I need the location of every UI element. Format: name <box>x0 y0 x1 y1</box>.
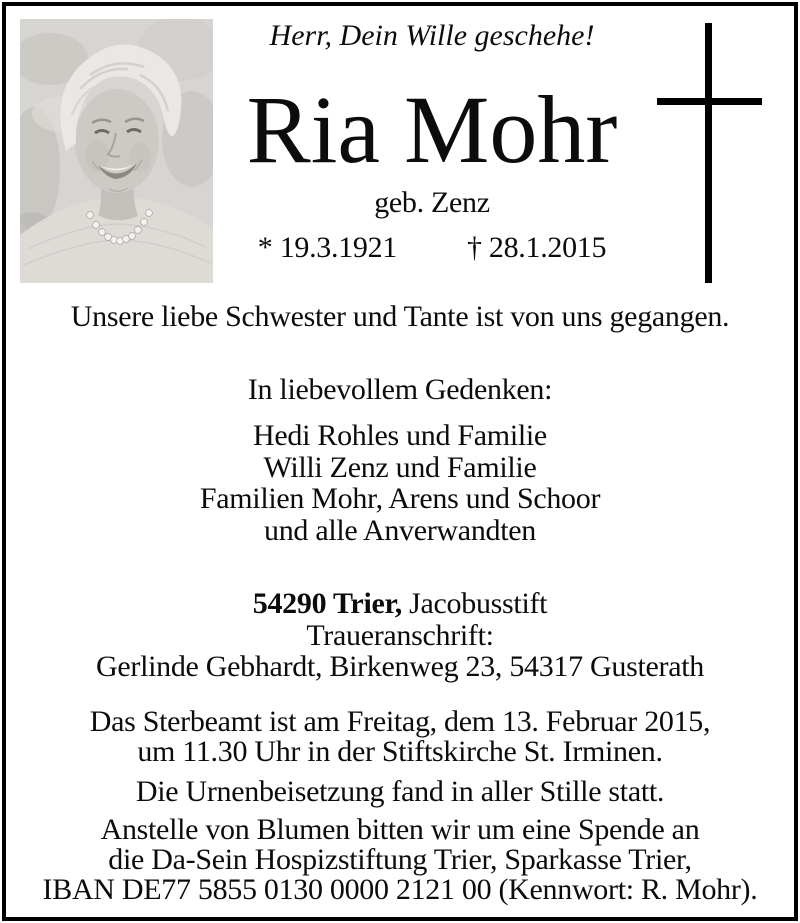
burial-note: Die Urnenbeisetzung fand in aller Stille statt. <box>135 775 665 808</box>
remembrance-heading: In liebevollem Gedenken: <box>247 373 553 406</box>
mourner-line: Familien Mohr, Arens und Schoor <box>199 482 601 515</box>
announcement-line: Unsere liebe Schwester und Tante ist von uns gegangen. <box>70 300 730 333</box>
life-dates <box>215 233 649 263</box>
condolence-label: Traueranschrift: <box>306 618 494 652</box>
mourner-line: Willi Zenz und Familie <box>263 450 537 484</box>
service-line: Das Sterbeamt ist am Freitag, dem 13. Februar 2015, <box>89 705 711 738</box>
donation-line: IBAN DE77 5855 0130 0000 2121 00 (Kennwort: R. Mohr). <box>42 873 758 906</box>
religious-quote: Herr, Dein Wille geschehe! <box>269 19 595 52</box>
death-date: † 28.1.2015 <box>467 231 607 264</box>
portrait-photo-icon <box>20 19 213 283</box>
cross-horizontal-bar <box>657 98 762 105</box>
mourner-line: Hedi Rohles und Familie <box>253 419 547 452</box>
service-block <box>0 707 800 767</box>
mourner-line: und alle Anverwandten <box>264 513 536 547</box>
maiden-name: geb. Zenz <box>374 186 490 219</box>
residence-city: 54290 Trier, <box>252 587 402 620</box>
condolence-address: Gerlinde Gebhardt, Birkenweg 23, 54317 Gusterath <box>96 650 704 683</box>
service-line: um 11.30 Uhr in der Stiftskirche St. Irminen. <box>137 735 663 768</box>
donation-block <box>0 815 800 905</box>
birth-date: * 19.3.1921 <box>257 231 397 264</box>
donation-line: die Da-Sein Hospizstiftung Trier, Sparkasse Trier, <box>108 843 692 876</box>
donation-line: Anstelle von Blumen bitten wir um eine Spende an <box>100 813 700 846</box>
cross-vertical-bar <box>705 23 712 283</box>
residence-line <box>0 588 800 620</box>
deceased-name: Ria Mohr <box>246 76 618 183</box>
residence-venue: Jacobusstift <box>401 587 548 620</box>
address-block <box>0 588 800 683</box>
mourners-list <box>0 420 800 546</box>
